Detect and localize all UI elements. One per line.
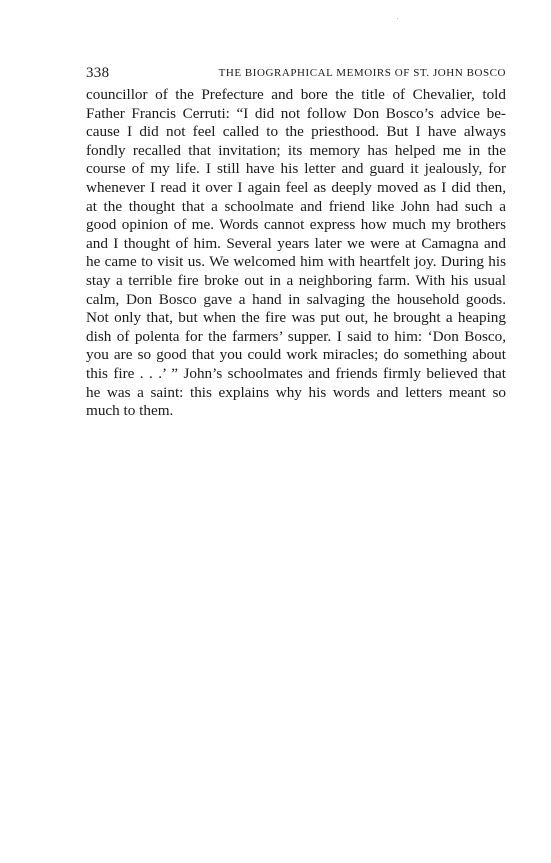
text-line-12: calm, Don Bosco gave a hand in salvaging the household goods. [86, 290, 506, 308]
text-line-13: Not only that, but when the fire was put out, he brought a heaping [86, 309, 506, 327]
text-line-8: good opinion of me. Words cannot express how much my brothers [86, 216, 506, 234]
text-line-15: you are so good that you could work miracles; do something about [86, 346, 506, 364]
text-line-6: whenever I read it over I again feel as deeply moved as I did then, [86, 178, 506, 196]
text-line-9: and I thought of him. Several years later we were at Camagna and [86, 234, 506, 252]
page-number: 338 [86, 65, 110, 81]
text-line-7: at the thought that a schoolmate and friend like John had such a [86, 197, 506, 215]
text-line-18: much to them. [86, 402, 174, 420]
running-title: THE BIOGRAPHICAL MEMOIRS OF ST. JOHN BOSCO [218, 67, 506, 79]
text-line-5: course of my life. I still have his letter and guard it jealously, for [86, 160, 506, 178]
text-line-16: this fire . . .’ ” John’s schoolmates and friends firmly believed that [86, 364, 506, 382]
text-line-3: cause I did not feel called to the priesthood. But I have always [86, 123, 506, 141]
text-line-10: he came to visit us. We welcomed him with heartfelt joy. During his [86, 253, 506, 271]
body-text [86, 86, 506, 421]
scan-speck [397, 18, 398, 19]
text-line-2: Father Francis Cerruti: “I did not follow Don Bosco’s advice be- [86, 104, 506, 122]
text-line-11: stay a terrible fire broke out in a neighboring farm. With his usual [86, 271, 506, 289]
text-line-17: he was a saint: this explains why his words and letters meant so [86, 383, 506, 401]
running-head [86, 64, 506, 82]
text-line-4: fondly recalled that invitation; its memory has helped me in the [86, 141, 506, 159]
text-line-14: dish of polenta for the farmers’ supper. I said to him: ‘Don Bosco, [86, 327, 506, 345]
text-line-1: councillor of the Prefecture and bore the title of Chevalier, told [86, 86, 506, 103]
